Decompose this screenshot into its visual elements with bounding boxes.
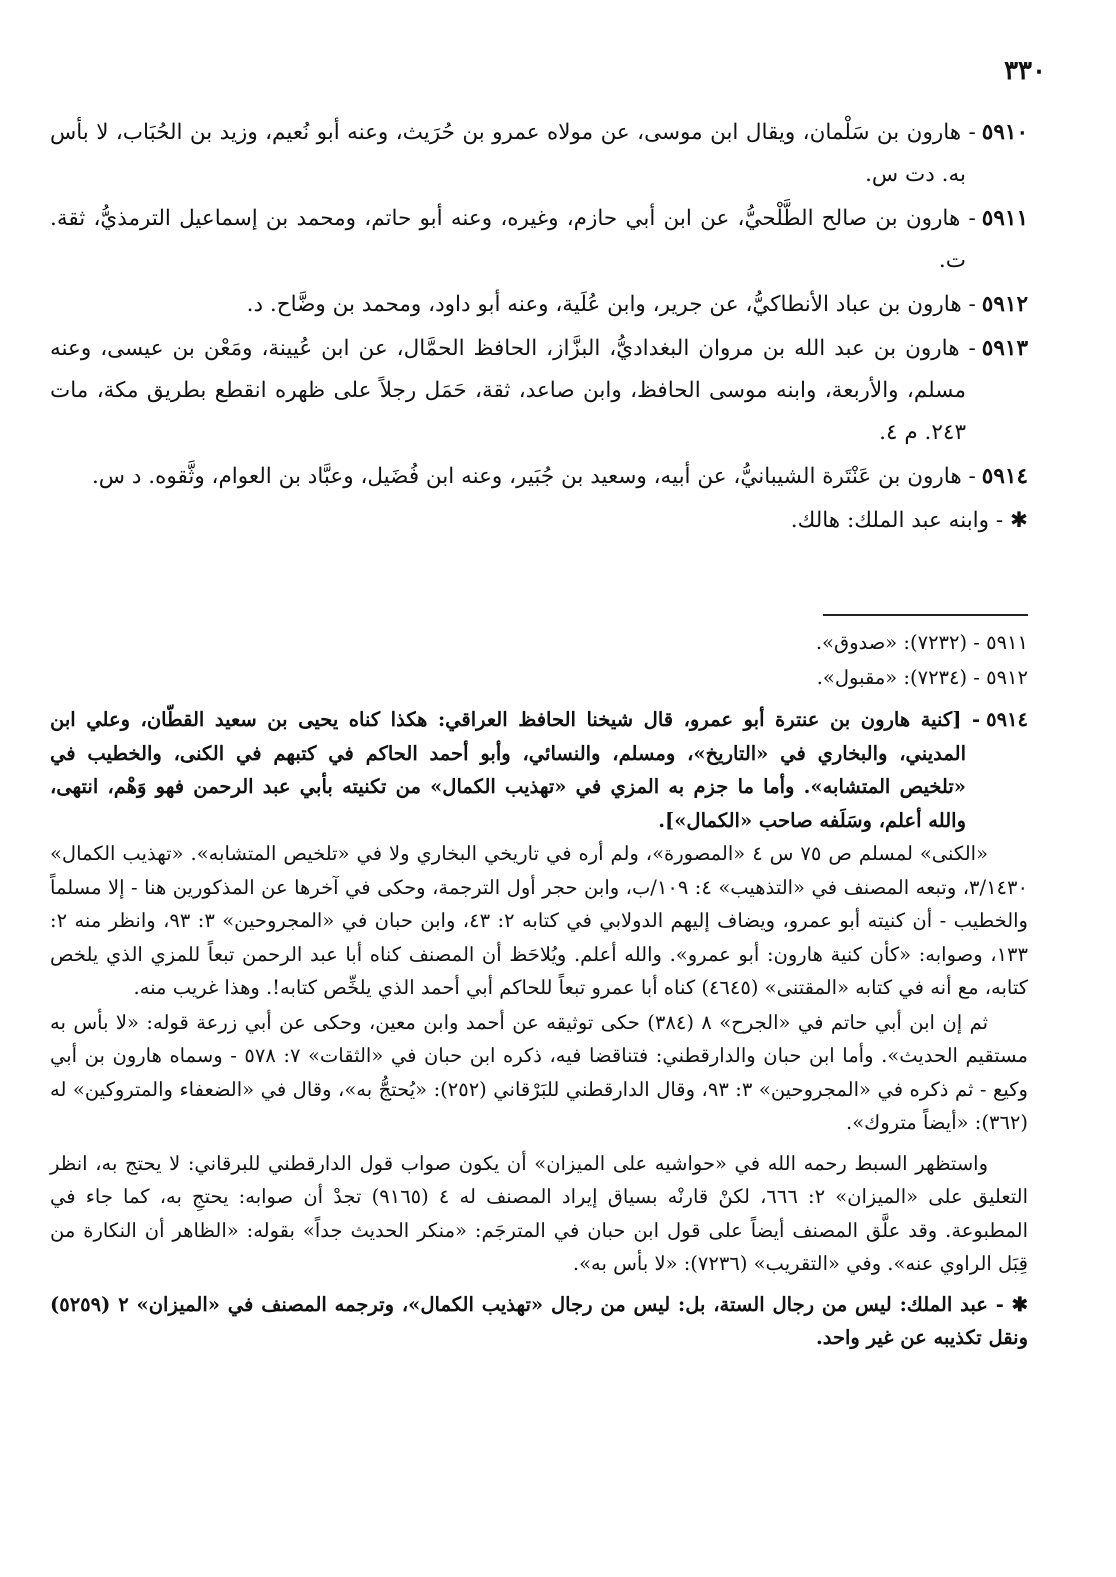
main-text — [50, 112, 1028, 544]
entry-5912 — [50, 284, 1028, 326]
entry-number: ٥٩١٢ — [981, 292, 1028, 317]
footnote-5914-para3: واستظهر السبط رحمه الله في «حواشيه على الميزان» أن يكون صواب قول الدارقطني للبرقاني: لا يحتج به، انظر التعليق على «الميزان» ٢: ٦٦٦، لكنْ قارنْه بسياق إيراد المصنف له ٤ (٩١٦٥) تجدْ أن صوابه: يحتجِ به، كما جاء في المطبوعة. وقد علَّق المصنف أيضاً على قول ابن حبان في المترجَم: «منكر الحديث جداً» بقوله: «الظاهر أن النكارة من قِبَل الراوي عنه». وفي «التقريب» (٧٢٣٦): «لا بأس به». — [50, 1151, 1028, 1275]
entry-5914 — [50, 456, 1028, 498]
footnote-5914-bold — [50, 703, 1028, 837]
entry-5913 — [50, 328, 1028, 454]
entry-text: - هارون بن عبد الله بن مروان البغداديُّ، البزَّاز، الحافظ الحمَّال، عن ابن عُيينة، ومَعْن بن عيسى، وعنه مسلم، والأربعة، وابنه موسى الحافظ، وابن صاعد، ثقة، حَمَل رجلاً على ظهره انقطع بطريق مكة، مات ٢٤٣. م ٤. — [50, 336, 976, 445]
entry-5911 — [50, 198, 1028, 282]
footnote-number: ٥٩١٤ — [986, 708, 1028, 731]
spacer — [50, 695, 1028, 701]
footnote-5914-para1: «الكنى» لمسلم ص ٧٥ س ٤ «المصورة»، ولم أره في تاريخي البخاري ولا في «تلخيص المتشابه». «تهذيب الكمال» ٣/١٤٣٠، وتبعه المصنف في «التذهيب» ٤: ١٠٩/ب، وابن حجر أول الترجمة، وحكى في آخرها عن المذكورين هنا - إلا مسلماً والخطيب - أن كنيته أبو عمرو، ويضاف إليهم الدولابي في كتابه ٢: ٤٣، وابن حبان في «المجروحين» ٣: ٩٣، وانظر منه ٢: ١٣٣، وصوابه: «كأن كنية هارون: أبو عمرو». والله أعلم. ويُلاحَظ أن المصنف كناه أبا عبد الرحمن تبعاً للمزي الذي يلخص كتابه، مع أنه في كتابه «المقتنى» (٤٦٤٥) كناه أبا عمرو تبعاً للحاكم أبي أحمد الذي يلخِّص كتابه!. وهذا غريب منه. — [50, 842, 1028, 999]
footnote-divider — [823, 614, 1028, 616]
footnote-star: ✱ - عبد الملك: ليس من رجال الستة، بل: ليس من رجال «تهذيب الكمال»، وترجمه المصنف في «الميزان» ٢ (٥٢٥٩) ونقل تكذيبه عن غير واحد. — [50, 1292, 1029, 1349]
footnote-5911: ٥٩١١ - (٧٢٣٢): «صدوق». — [815, 631, 1028, 654]
entry-number: ٥٩١٤ — [981, 464, 1028, 489]
entry-5910 — [50, 112, 1028, 196]
entry-text: - هارون بن عَنْتَرة الشيبانيُّ، عن أبيه، وسعيد بن جُبَير، وعنه ابن فُضَيل، وعبَّاد بن العوام، وثَّقوه. د س. — [91, 464, 976, 489]
entry-text: - هارون بن سَلْمان، ويقال ابن موسى، عن مولاه عمرو بن حُرَيث، وعنه أبو نُعيم، وزيد بن الحُبَاب، لا بأس به. دت س. — [50, 120, 976, 187]
entry-number: ٥٩١٣ — [981, 336, 1028, 361]
footnotes — [50, 626, 1028, 1356]
entry-text: - هارون بن عباد الأنطاكيُّ، عن جرير، وابن عُلَية، وعنه أبو داود، ومحمد بن وضَّاح. د. — [246, 292, 976, 317]
page-number: ٣٣٠ — [1004, 56, 1046, 86]
footnote-bold-text: - [كنية هارون بن عنترة أبو عمرو، قال شيخنا الحافظ العراقي: هكذا كناه يحيى بن سعيد القطّان، وعلي ابن المديني، والبخاري في «التاريخ»، ومسلم، والنسائي، وأبو أحمد الحاكم في كتبهم في الكنى، والخطيب في «تلخيص المتشابه». وأما ما جزم به المزي في «تهذيب الكمال» من تكنيته بأبي عبد الرحمن فهو وَهْم، انتهى، والله أعلم، وسَلَفه صاحب «الكمال»]. — [50, 708, 981, 832]
entry-number: ٥٩١١ — [981, 206, 1028, 231]
footnote-5914-para2: ثم إن ابن أبي حاتم في «الجرح» ٨ (٣٨٤) حكى توثيقه عن أحمد وابن معين، وحكى عن أبي زرعة قوله: «لا بأس به مستقيم الحديث». وأما ابن حبان والدارقطني: فتناقضا فيه، ذكره ابن حبان في «الثقات» ٧: ٥٧٨ - وسماه هارون بن أبي وكيع - ثم ذكره في «المجروحين» ٣: ٩٣، وقال الدارقطني للبَرْقاني (٢٥٢): «يُحتجُّ به»، وقال في «الضعفاء والمتروكين» له (٣٦٢): «أيضاً متروك». — [50, 1010, 1028, 1134]
entry-text: - هارون بن صالح الطَّلْحيُّ، عن ابن أبي حازم، وغيره، وعنه أبو حاتم، ومحمد بن إسماعيل الترمذيُّ، ثقة. ت. — [50, 206, 976, 273]
entry-number: ٥٩١٠ — [981, 120, 1028, 145]
footnote-5912: ٥٩١٢ - (٧٢٣٤): «مقبول». — [816, 665, 1028, 689]
star-entry: ✱ - وابنه عبد الملك: هالك. — [790, 508, 1028, 533]
